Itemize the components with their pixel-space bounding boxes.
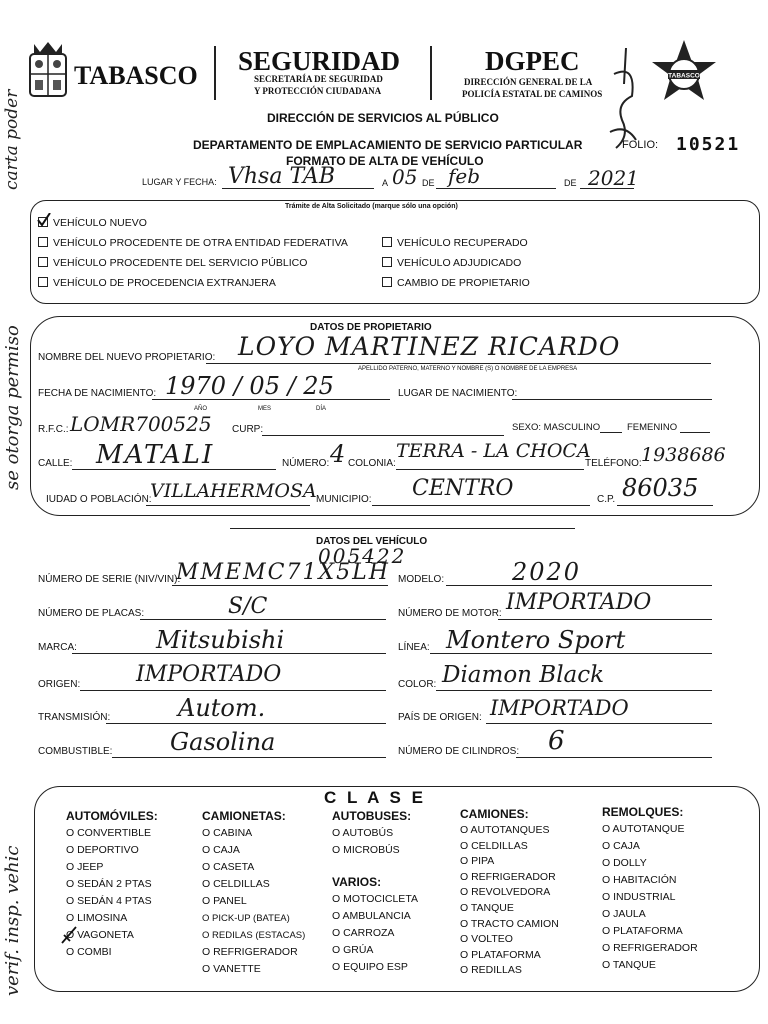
clase-col-camionetas [202, 809, 305, 978]
formato-title: FORMATO DE ALTA DE VEHÍCULO [286, 154, 484, 168]
calle-value[interactable]: MATALI [96, 440, 215, 470]
header-divider-2 [430, 46, 432, 100]
clase-option[interactable]: O AUTOBÚS [332, 827, 394, 839]
tabasco-coat-of-arms-icon [26, 40, 70, 102]
clase-option[interactable]: O MICROBÚS [332, 844, 400, 856]
clase-option[interactable]: O INDUSTRIAL [602, 891, 676, 903]
ciudad-value[interactable]: VILLAHERMOSA [150, 480, 317, 502]
clase-option[interactable]: O PLATAFORMA [460, 948, 541, 961]
police-star-badge-icon [648, 38, 720, 110]
clase-option[interactable]: O AUTOTANQUE [602, 823, 685, 835]
motor-line [498, 619, 712, 620]
clase-option[interactable]: O CONVERTIBLE [66, 827, 151, 839]
seguridad-title: SEGURIDAD [238, 46, 401, 76]
serie-top-value[interactable]: 005422 [318, 544, 407, 568]
placas-line [140, 619, 386, 620]
dgpec-line2: POLICÍA ESTATAL DE CAMINOS [462, 89, 603, 99]
clase-col-header: REMOLQUES: [602, 805, 684, 819]
mes-line [436, 188, 556, 189]
origen-label: ORIGEN: [38, 679, 81, 690]
transmision-value[interactable]: Autom. [178, 694, 266, 722]
tramite-option-nuevo[interactable] [38, 215, 147, 232]
checkbox-icon[interactable] [38, 237, 48, 247]
clase-option[interactable]: O PICK-UP (BATEA) [202, 913, 290, 924]
colonia-line [396, 469, 584, 470]
numero-value[interactable]: 4 [330, 440, 346, 468]
dia-label: DÍA [316, 406, 327, 412]
checkbox-icon[interactable] [382, 277, 392, 287]
clase-col-camiones [460, 807, 559, 979]
serie-value[interactable]: MMEMC71X5LH [176, 560, 390, 585]
selection-mark-icon [60, 925, 78, 945]
cilindros-line [516, 757, 712, 758]
clase-option[interactable]: O CARROZA [332, 927, 395, 939]
tramite-option-label: VEHÍCULO RECUPERADO [397, 237, 528, 249]
tramite-option-servicio-publico[interactable] [38, 255, 307, 272]
propietario-top-line [204, 316, 549, 317]
margin-note-permiso: se otorga permiso [2, 325, 23, 490]
telefono-value[interactable]: 1938686 [641, 444, 726, 466]
tramite-option-label: VEHÍCULO PROCEDENTE DEL SERVICIO PÚBLICO [53, 257, 308, 269]
clase-option[interactable]: O REFRIGERADOR [602, 942, 698, 954]
clase-option[interactable]: O HABITACIÓN [602, 874, 677, 886]
checkbox-icon[interactable] [38, 277, 48, 287]
clase-option[interactable]: O CELDILLAS [202, 878, 270, 890]
clase-col-header: AUTOBUSES: [332, 809, 412, 823]
lugar-value: Vhsa TAB [228, 164, 335, 189]
nombre-label: NOMBRE DEL NUEVO PROPIETARIO: [38, 352, 216, 363]
tramite-option-adjudicado[interactable] [382, 255, 521, 272]
clase-option[interactable]: O TANQUE [460, 901, 514, 914]
tramite-option-recuperado[interactable] [382, 235, 528, 252]
combustible-label: COMBUSTIBLE: [38, 746, 113, 757]
clase-col-header: AUTOMÓVILES: [66, 809, 158, 823]
femenino-line [680, 432, 710, 433]
municipio-line [372, 505, 590, 506]
clase-option[interactable]: O PIPA [460, 855, 495, 868]
secretaria-line2: Y PROTECCIÓN CIUDADANA [254, 86, 382, 96]
tramite-option-label: VEHÍCULO PROCEDENTE DE OTRA ENTIDAD FEDERATIVA [53, 237, 348, 249]
clase-option[interactable]: O SEDÁN 2 PTAS [66, 878, 152, 890]
cilindros-label: NÚMERO DE CILINDROS: [398, 746, 520, 757]
vehiculo-title: DATOS DEL VEHÍCULO [316, 536, 428, 547]
clase-col-automoviles [66, 809, 158, 961]
sexo-label: SEXO: MASCULINO [512, 422, 601, 433]
colonia-label: COLONIA: [348, 458, 396, 469]
checkbox-icon[interactable] [382, 257, 392, 267]
motor-label: NÚMERO DE MOTOR: [398, 608, 502, 619]
lugar-fecha-label: LUGAR Y FECHA: [142, 177, 217, 187]
clase-option[interactable]: O LIMOSINA [66, 912, 128, 924]
origen-line [80, 690, 386, 691]
clase-option[interactable]: O TANQUE [602, 959, 656, 971]
clase-option[interactable]: O VOLTEO [460, 933, 513, 946]
signature-scribble-icon [596, 44, 644, 154]
clase-option[interactable]: O TRACTO CAMION [460, 917, 559, 930]
clase-option[interactable]: O PANEL [202, 895, 247, 907]
nacimiento-value[interactable]: 1970 / 05 / 25 [165, 372, 334, 400]
masculino-line [600, 432, 622, 433]
folio-label: FOLIO: [622, 139, 659, 151]
dgpec-line1: DIRECCIÓN GENERAL DE LA [464, 77, 593, 87]
year-value: 2021 [588, 166, 639, 190]
color-value[interactable]: Diamon Black [442, 662, 605, 688]
curp-label: CURP: [232, 424, 264, 435]
telefono-label: TELÉFONO: [585, 458, 642, 469]
nombre-value[interactable]: LOYO MARTINEZ RICARDO [238, 332, 621, 361]
tramite-option-otra-entidad[interactable] [38, 235, 348, 252]
month-value: feb [448, 164, 481, 188]
pais-label: PAÍS DE ORIGEN: [398, 712, 482, 723]
clase-option[interactable]: O AMBULANCIA [332, 910, 411, 922]
anio-label: AÑO [194, 406, 208, 412]
clase-option[interactable]: O PLATAFORMA [602, 925, 683, 937]
clase-option[interactable]: O CASETA [202, 861, 255, 873]
colonia-value[interactable]: TERRA - LA CHOCA [396, 440, 591, 462]
clase-option[interactable]: O REFRIGERADOR [460, 870, 556, 883]
clase-title: C L A S E [318, 788, 432, 808]
municipio-value[interactable]: CENTRO [412, 476, 514, 501]
clase-option[interactable]: O CAJA [602, 840, 640, 852]
checkbox-checked-icon[interactable] [38, 217, 48, 227]
clase-col-remolques [602, 805, 698, 974]
nombre-line [206, 363, 711, 364]
direccion-title: DIRECCIÓN DE SERVICIOS AL PÚBLICO [267, 111, 499, 125]
clase-option[interactable]: O DOLLY [602, 857, 647, 869]
mes-label: MES [258, 406, 272, 412]
femenino-label: FEMENINO [627, 422, 678, 433]
placas-label: NÚMERO DE PLACAS: [38, 608, 145, 619]
transmision-line [106, 723, 386, 724]
clase-option[interactable]: O CELDILLAS [460, 839, 528, 852]
nacimiento-label: FECHA DE NACIMIENTO: [38, 388, 157, 399]
checkbox-icon[interactable] [38, 257, 48, 267]
tramite-title: Trámite de Alta Solicitado (marque sólo una opción) [285, 203, 458, 210]
clase-option[interactable]: O REFRIGERADOR [202, 946, 298, 958]
tramite-option-label: CAMBIO DE PROPIETARIO [397, 277, 530, 289]
clase-option[interactable]: O AUTOTANQUES [460, 824, 550, 836]
modelo-value[interactable]: 2020 [512, 558, 582, 586]
cp-line [617, 505, 713, 506]
cp-value[interactable]: 86035 [622, 474, 699, 502]
linea-value[interactable]: Montero Sport [446, 626, 626, 654]
clase-option[interactable]: O DEPORTIVO [66, 844, 139, 856]
secretaria-line1: SECRETARÍA DE SEGURIDAD [254, 74, 383, 84]
lugar-nac-line [512, 399, 712, 400]
linea-label: LÍNEA: [398, 642, 430, 653]
folio-value: 10521 [676, 134, 741, 155]
clase-option[interactable]: O COMBI [66, 946, 112, 958]
origen-value[interactable]: IMPORTADO [136, 662, 282, 687]
badge-text: TABASCO [668, 72, 700, 80]
clase-col-header: CAMIONES: [460, 807, 529, 821]
serie-label: NÚMERO DE SERIE (NIV/VIN): [38, 574, 181, 585]
nombre-hint: APELLIDO PATERNO, MATERNO Y NOMBRE (S) O NOMBRE DE LA EMPRESA [358, 366, 578, 372]
de-label: DE [422, 178, 435, 188]
ciudad-label: IUDAD O POBLACIÓN: [46, 494, 152, 505]
clase-option[interactable]: O REVOLVEDORA [460, 886, 551, 899]
municipio-label: MUNICIPIO: [316, 494, 372, 505]
margin-note-verificacion: verif. insp. vehic [2, 845, 23, 996]
margin-note-carta-poder: carta poder [2, 89, 22, 190]
rfc-label: R.F.C.: [38, 424, 69, 435]
modelo-label: MODELO: [398, 574, 445, 585]
clase-option[interactable]: O REDILAS (ESTACAS) [202, 930, 306, 941]
tramite-option-cambio-propietario[interactable] [382, 275, 530, 292]
cp-label: C.P. [597, 494, 616, 505]
serie-line [172, 585, 388, 586]
a-label: A [382, 178, 389, 188]
clase-option[interactable]: O EQUIPO ESP [332, 961, 408, 973]
checkbox-icon[interactable] [382, 237, 392, 247]
color-label: COLOR: [398, 679, 437, 690]
clase-option-label: O VAGONETA [66, 929, 134, 941]
vehiculo-top-line [230, 528, 575, 529]
lugar-nac-label: LUGAR DE NACIMIENTO: [398, 388, 518, 399]
clase-option[interactable]: O GRÚA [332, 944, 374, 956]
calle-label: CALLE: [38, 458, 73, 469]
clase-option[interactable]: O CAJA [202, 844, 240, 856]
header-divider [214, 46, 216, 100]
tramite-option-extranjera[interactable] [38, 275, 276, 292]
clase-option[interactable]: O VANETTE [202, 963, 261, 975]
marca-value[interactable]: Mitsubishi [156, 626, 285, 654]
clase-option[interactable]: O JAULA [602, 908, 646, 920]
clase-option[interactable]: O SEDÁN 4 PTAS [66, 895, 152, 907]
combustible-value[interactable]: Gasolina [170, 728, 276, 756]
clase-option[interactable]: O CABINA [202, 827, 253, 839]
pais-line [486, 723, 712, 724]
day-value: 05 [392, 165, 418, 189]
transmision-label: TRANSMISIÓN: [38, 712, 111, 723]
motor-value[interactable]: IMPORTADO [506, 590, 652, 615]
tramite-option-label: VEHÍCULO DE PROCEDENCIA EXTRANJERA [53, 277, 276, 289]
clase-col-header: CAMIONETAS: [202, 809, 286, 823]
color-line [436, 690, 712, 691]
state-name: TABASCO [74, 61, 198, 90]
clase-col-autobuses [332, 809, 418, 976]
clase-col-header-varios: VARIOS: [332, 875, 382, 889]
tramite-option-label: VEHÍCULO ADJUDICADO [397, 257, 522, 269]
departamento-title: DEPARTAMENTO DE EMPLACAMIENTO DE SERVICIO PARTICULAR [193, 138, 583, 152]
clase-option[interactable]: O JEEP [66, 861, 104, 873]
marca-label: MARCA: [38, 642, 77, 653]
rfc-value[interactable]: LOMR700525 [70, 412, 212, 436]
propietario-title: DATOS DE PROPIETARIO [310, 322, 432, 333]
combustible-line [112, 757, 386, 758]
cilindros-value[interactable]: 6 [548, 726, 565, 756]
curp-line [262, 435, 504, 436]
clase-option[interactable]: O MOTOCICLETA [332, 893, 418, 905]
de2-label: DE [564, 178, 577, 188]
ciudad-line [146, 505, 310, 506]
clase-option-selected[interactable] [66, 927, 158, 944]
clase-option[interactable]: O REDILLAS [460, 964, 522, 977]
dgpec-title: DGPEC [485, 46, 580, 76]
placas-value[interactable]: S/C [228, 594, 268, 619]
numero-label: NÚMERO: [282, 458, 330, 469]
tramite-option-label: VEHÍCULO NUEVO [53, 217, 147, 229]
pais-value[interactable]: IMPORTADO [490, 696, 629, 720]
